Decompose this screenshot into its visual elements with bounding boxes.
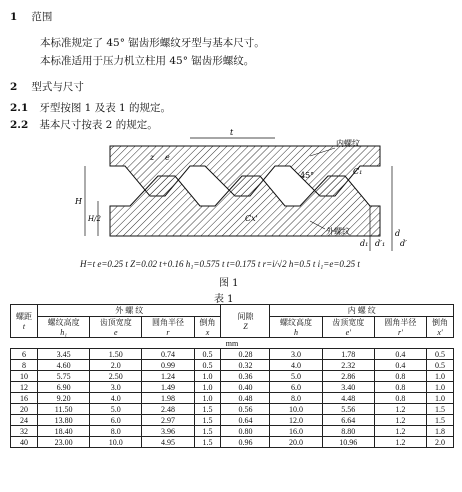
section-title: 型式与尺寸 <box>31 81 84 93</box>
table-cell: 8 <box>11 360 38 371</box>
subheader-cell <box>38 317 90 338</box>
table-row <box>11 437 454 448</box>
subheader-cell <box>427 317 454 338</box>
table-cell: 0.5 <box>194 360 221 371</box>
table-cell: 1.2 <box>374 426 426 437</box>
table-row <box>11 382 454 393</box>
header-inner: 内 螺 纹 <box>270 305 454 317</box>
table-cell: 4.0 <box>90 393 142 404</box>
table-cell: 18.40 <box>38 426 90 437</box>
table-cell: 6.90 <box>38 382 90 393</box>
table-cell: 1.78 <box>322 349 374 360</box>
label-outer-thread: 外螺纹 <box>326 227 350 236</box>
subheader-symbol: e <box>114 328 118 337</box>
table-cell: 1.0 <box>194 371 221 382</box>
table-cell: 0.5 <box>194 349 221 360</box>
table-cell: 8.0 <box>270 393 322 404</box>
table-cell: 5.75 <box>38 371 90 382</box>
table-cell: 1.5 <box>427 415 454 426</box>
table-cell: 8.80 <box>322 426 374 437</box>
table-row <box>11 360 454 371</box>
subheader-symbol: h₁ <box>60 328 67 337</box>
table-cell: 0.8 <box>374 382 426 393</box>
table-cell: 4.0 <box>270 360 322 371</box>
section-number: 2 <box>10 81 18 93</box>
table-cell: 2.0 <box>427 437 454 448</box>
table-row <box>11 426 454 437</box>
label-angle: 45° <box>300 171 315 180</box>
label-H2: H/2 <box>88 215 101 223</box>
table-cell: 1.0 <box>427 382 454 393</box>
table-cell: 2.97 <box>142 415 194 426</box>
subheader-cell <box>90 317 142 338</box>
table-cell: 0.28 <box>221 349 270 360</box>
table-cell: 23.00 <box>38 437 90 448</box>
label-Cx: Cx' <box>245 214 258 223</box>
table-cell: 1.5 <box>194 415 221 426</box>
label-inner-thread: 内螺纹 <box>336 139 360 148</box>
table-cell: 0.5 <box>427 360 454 371</box>
table-cell: 1.24 <box>142 371 194 382</box>
header-pitch-label: 螺距 <box>16 312 32 321</box>
formula-line: H=t e=0.25 t Z=0.02 t+0.16 h₁=0.575 t t=0.175 t r=i/√2 h=0.5 t i₁=e=0.25 t <box>80 259 360 269</box>
label-d1: d₁ <box>360 239 369 248</box>
subheader-cell <box>270 317 322 338</box>
section-title: 范围 <box>31 11 53 23</box>
table-cell: 6 <box>11 349 38 360</box>
table-cell: 1.50 <box>90 349 142 360</box>
subheader-name: 齿顶宽度 <box>99 318 132 327</box>
table-cell: 1.5 <box>194 404 221 415</box>
table-cell: 1.2 <box>374 404 426 415</box>
table-row <box>11 415 454 426</box>
table-cell: 4.60 <box>38 360 90 371</box>
header-pitch-symbol: t <box>22 322 26 331</box>
table-cell: 13.80 <box>38 415 90 426</box>
table-cell: 0.8 <box>374 371 426 382</box>
table-cell: 3.45 <box>38 349 90 360</box>
table-cell: 12 <box>11 382 38 393</box>
header-gap-symbol: Z <box>243 322 248 331</box>
table-cell: 3.0 <box>270 349 322 360</box>
table-cell: 0.96 <box>221 437 270 448</box>
table-cell: 2.32 <box>322 360 374 371</box>
table-cell: 0.5 <box>427 349 454 360</box>
clause-text: 基本尺寸按表 2 的规定。 <box>39 119 158 131</box>
subheader-name: 螺纹高度 <box>280 318 313 327</box>
table-cell: 3.96 <box>142 426 194 437</box>
figure-caption: 图 1 <box>219 278 239 289</box>
table-cell: 1.0 <box>427 393 454 404</box>
subheader-name: 螺纹高度 <box>47 318 80 327</box>
header-pitch <box>11 305 38 338</box>
subheader-name: 倒角 <box>199 318 216 327</box>
table-cell: 0.48 <box>221 393 270 404</box>
table-row <box>11 404 454 415</box>
header-outer: 外 螺 纹 <box>38 305 221 317</box>
label-H: H <box>75 197 82 206</box>
table-cell: 1.5 <box>194 426 221 437</box>
table-cell: 0.8 <box>374 393 426 404</box>
table-cell: 0.74 <box>142 349 194 360</box>
unit-row: mm <box>11 338 454 349</box>
table-cell: 0.40 <box>221 382 270 393</box>
table-cell: 2.50 <box>90 371 142 382</box>
subheader-cell <box>322 317 374 338</box>
subheader-symbol: r <box>166 328 170 337</box>
table-cell: 1.49 <box>142 382 194 393</box>
clause-text: 牙型按图 1 及表 1 的规定。 <box>39 102 172 114</box>
table-cell: 40 <box>11 437 38 448</box>
table-cell: 6.0 <box>90 415 142 426</box>
table-cell: 0.99 <box>142 360 194 371</box>
label-dp: d′ <box>400 239 407 248</box>
table-cell: 1.0 <box>194 382 221 393</box>
table-cell: 10.96 <box>322 437 374 448</box>
paragraph: 本标准适用于压力机立柱用 45° 锯齿形螺纹。 <box>40 55 255 67</box>
subheader-cell <box>374 317 426 338</box>
table-cell: 1.0 <box>194 393 221 404</box>
paragraph: 本标准规定了 45° 锯齿形螺纹牙型与基本尺寸。 <box>40 37 265 49</box>
section1-heading <box>10 10 52 24</box>
thread-profile-diagram <box>70 126 410 256</box>
table-cell: 8.0 <box>90 426 142 437</box>
table-cell: 10.0 <box>270 404 322 415</box>
table-cell: 1.98 <box>142 393 194 404</box>
table-cell: 1.5 <box>427 404 454 415</box>
table-cell: 3.40 <box>322 382 374 393</box>
clause-number: 2.2 <box>10 119 29 131</box>
section-number: 1 <box>10 11 18 23</box>
table-cell: 0.32 <box>221 360 270 371</box>
table-cell: 20 <box>11 404 38 415</box>
table-cell: 9.20 <box>38 393 90 404</box>
header-gap-label: 间隙 <box>237 312 254 321</box>
table-cell: 6.64 <box>322 415 374 426</box>
table-cell: 0.56 <box>221 404 270 415</box>
table-cell: 1.2 <box>374 437 426 448</box>
subheader-symbol: h <box>294 328 299 337</box>
table-cell: 20.0 <box>270 437 322 448</box>
table-cell: 0.36 <box>221 371 270 382</box>
table-cell: 0.64 <box>221 415 270 426</box>
table-cell: 1.5 <box>194 437 221 448</box>
clause-number: 2.1 <box>10 102 29 114</box>
table-cell: 5.0 <box>90 404 142 415</box>
table-cell: 5.0 <box>270 371 322 382</box>
table-cell: 1.8 <box>427 426 454 437</box>
table-cell: 11.50 <box>38 404 90 415</box>
clause <box>10 101 171 115</box>
subheader-cell <box>194 317 221 338</box>
table-row <box>11 393 454 404</box>
header-gap <box>221 305 270 338</box>
subheader-symbol: x′ <box>437 328 443 337</box>
label-C1: C₁ <box>353 167 363 176</box>
subheader-symbol: e′ <box>345 328 351 337</box>
subheader-symbol: r′ <box>397 328 403 337</box>
table-row <box>11 371 454 382</box>
table-cell: 24 <box>11 415 38 426</box>
table-cell: 2.86 <box>322 371 374 382</box>
subheader-cell <box>142 317 194 338</box>
subheader-name: 圆角半径 <box>151 318 184 327</box>
table-cell: 3.0 <box>90 382 142 393</box>
table-cell: 4.48 <box>322 393 374 404</box>
table-cell: 0.4 <box>374 360 426 371</box>
subheader-symbol: x <box>205 328 210 337</box>
section2-heading <box>10 80 84 94</box>
table-cell: 1.2 <box>374 415 426 426</box>
table-cell: 0.80 <box>221 426 270 437</box>
table-cell: 12.0 <box>270 415 322 426</box>
table-cell: 0.4 <box>374 349 426 360</box>
label-d: d <box>395 229 401 238</box>
table-cell: 16 <box>11 393 38 404</box>
table-row <box>11 349 454 360</box>
table-cell: 10.0 <box>90 437 142 448</box>
table-cell: 16.0 <box>270 426 322 437</box>
label-t: t <box>230 128 234 137</box>
table-cell: 5.56 <box>322 404 374 415</box>
subheader-name: 圆角半径 <box>384 318 417 327</box>
subheader-name: 齿顶宽度 <box>332 318 365 327</box>
table-cell: 10 <box>11 371 38 382</box>
dimensions-table <box>10 304 454 448</box>
table-cell: 1.0 <box>427 371 454 382</box>
table-cell: 32 <box>11 426 38 437</box>
table-cell: 2.48 <box>142 404 194 415</box>
table-cell: 6.0 <box>270 382 322 393</box>
label-d1p: d′₁ <box>375 239 386 248</box>
subheader-name: 倒角 <box>432 318 448 327</box>
label-e: e <box>165 153 170 162</box>
table-cell: 4.95 <box>142 437 194 448</box>
table-cell: 2.0 <box>90 360 142 371</box>
label-z: z <box>150 153 155 162</box>
table-caption: 表 1 <box>214 294 234 305</box>
